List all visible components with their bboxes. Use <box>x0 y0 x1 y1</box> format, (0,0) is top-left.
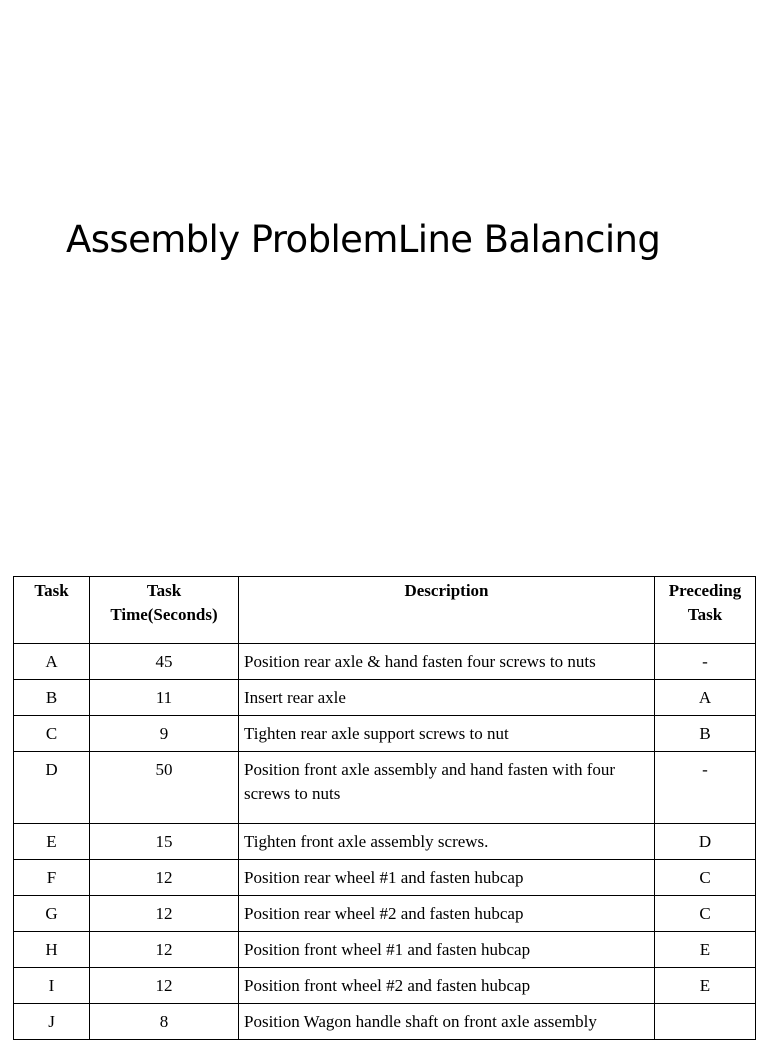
cell-description: Tighten rear axle support screws to nut <box>239 716 655 752</box>
cell-task: I <box>14 968 90 1004</box>
cell-time: 12 <box>90 896 239 932</box>
header-task-time <box>90 577 239 644</box>
header-description: Description <box>239 577 655 644</box>
cell-task: H <box>14 932 90 968</box>
table-row <box>14 932 756 968</box>
table-row <box>14 1004 756 1040</box>
cell-preceding: C <box>655 860 756 896</box>
cell-description: Position rear wheel #1 and fasten hubcap <box>239 860 655 896</box>
cell-preceding: D <box>655 824 756 860</box>
cell-time: 15 <box>90 824 239 860</box>
cell-description: Position front wheel #1 and fasten hubcap <box>239 932 655 968</box>
table-row <box>14 680 756 716</box>
table-row <box>14 896 756 932</box>
header-preceding-task <box>655 577 756 644</box>
header-task: Task <box>14 577 90 644</box>
cell-task: G <box>14 896 90 932</box>
cell-description: Tighten front axle assembly screws. <box>239 824 655 860</box>
cell-time: 12 <box>90 860 239 896</box>
cell-preceding: E <box>655 932 756 968</box>
cell-preceding: A <box>655 680 756 716</box>
cell-description: Position rear wheel #2 and fasten hubcap <box>239 896 655 932</box>
cell-task: A <box>14 644 90 680</box>
cell-task: E <box>14 824 90 860</box>
cell-time: 45 <box>90 644 239 680</box>
cell-preceding: E <box>655 968 756 1004</box>
cell-description: Position front axle assembly and hand fasten with four screws to nuts <box>239 752 655 824</box>
header-preceding-line2: Task <box>687 605 723 624</box>
header-task-time-line2: Time(Seconds) <box>110 605 218 624</box>
cell-time: 11 <box>90 680 239 716</box>
table-row <box>14 716 756 752</box>
cell-preceding: - <box>655 752 756 824</box>
cell-time: 8 <box>90 1004 239 1040</box>
header-task-time-line1: Task <box>146 581 182 600</box>
task-table <box>13 576 756 1040</box>
table-row <box>14 644 756 680</box>
cell-time: 9 <box>90 716 239 752</box>
header-preceding-line1: Preceding <box>668 581 742 600</box>
cell-description: Position front wheel #2 and fasten hubcap <box>239 968 655 1004</box>
cell-time: 12 <box>90 968 239 1004</box>
cell-preceding: - <box>655 644 756 680</box>
cell-description: Position rear axle & hand fasten four screws to nuts <box>239 644 655 680</box>
cell-task: F <box>14 860 90 896</box>
table-row <box>14 752 756 824</box>
cell-preceding: B <box>655 716 756 752</box>
table-row <box>14 824 756 860</box>
cell-task: B <box>14 680 90 716</box>
cell-task: J <box>14 1004 90 1040</box>
cell-preceding: C <box>655 896 756 932</box>
cell-description: Insert rear axle <box>239 680 655 716</box>
cell-task: D <box>14 752 90 824</box>
cell-task: C <box>14 716 90 752</box>
slide-title: Assembly ProblemLine Balancing <box>66 218 661 261</box>
header-row <box>14 577 756 644</box>
cell-time: 50 <box>90 752 239 824</box>
table-row <box>14 968 756 1004</box>
cell-description: Position Wagon handle shaft on front axle assembly <box>239 1004 655 1040</box>
cell-time: 12 <box>90 932 239 968</box>
cell-preceding <box>655 1004 756 1040</box>
table-row <box>14 860 756 896</box>
